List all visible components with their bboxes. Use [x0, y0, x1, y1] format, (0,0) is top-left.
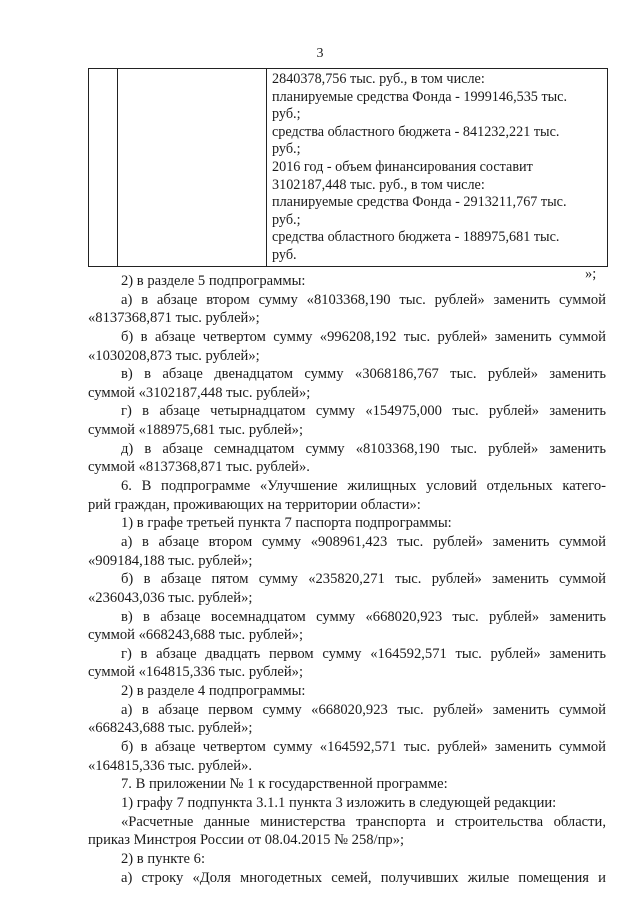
text-line: 1) графу 7 подпункта 3.1.1 пункта 3 изложить в следующей редакции:: [121, 794, 557, 811]
closing-quote-mark: »;: [585, 266, 597, 282]
table-text-line: планируемые средства Фонда - 2913211,767 тыс.: [272, 194, 567, 211]
text-line: в) в абзаце двенадцатом сумму «3068186,767 тыс. рублей» заменить: [121, 366, 606, 383]
table-cell-empty-2: [118, 69, 267, 267]
text-line: приказ Минстроя России от 08.04.2015 № 258/пр»;: [88, 832, 405, 849]
text-line: «Расчетные данные министерства транспорта и строительства области,: [121, 813, 606, 830]
text-line: рий граждан, проживающих на территории области»:: [88, 496, 421, 513]
table-text-line: средства областного бюджета - 188975,681 тыс.: [272, 229, 560, 246]
table-cell-empty-1: [89, 69, 118, 267]
table-text-line: руб.;: [272, 211, 301, 228]
text-line: суммой «668243,688 тыс. рублей»;: [88, 627, 304, 644]
text-line: в) в абзаце восемнадцатом сумму «668020,923 тыс. рублей» заменить: [121, 608, 606, 625]
text-line: 1) в графе третьей пункта 7 паспорта подпрограммы:: [121, 515, 452, 532]
text-line: б) в абзаце пятом сумму «235820,271 тыс. рублей» заменить суммой: [121, 571, 606, 588]
text-line: 6. В подпрограмме «Улучшение жилищных условий отдельных катего-: [121, 478, 606, 495]
text-line: б) в абзаце четвертом сумму «996208,192 тыс. рублей» заменить суммой: [121, 328, 606, 345]
text-line: «909184,188 тыс. рублей»;: [88, 552, 253, 569]
table-text-line: 2840378,756 тыс. руб., в том числе:: [272, 71, 485, 87]
text-line: суммой «3102187,448 тыс. рублей»;: [88, 384, 311, 401]
text-line: «8137368,871 тыс. рублей»;: [88, 310, 260, 327]
text-line: а) в абзаце втором сумму «908961,423 тыс. рублей» заменить суммой: [121, 533, 606, 550]
text-line: б) в абзаце четвертом сумму «164592,571 тыс. рублей» заменить суммой: [121, 739, 606, 756]
text-line: 7. В приложении № 1 к государственной программе:: [121, 776, 448, 793]
text-line: «1030208,873 тыс. рублей»;: [88, 347, 260, 364]
text-line: г) в абзаце четырнадцатом сумму «154975,000 тыс. рублей» заменить: [121, 403, 606, 420]
text-line: г) в абзаце двадцать первом сумму «164592,571 тыс. рублей» заменить: [121, 645, 606, 662]
table-text-line: руб.: [272, 246, 297, 263]
table-text-line: планируемые средства Фонда - 1999146,535 тыс.: [272, 88, 568, 105]
text-line: суммой «188975,681 тыс. рублей»;: [88, 422, 304, 439]
text-line: «668243,688 тыс. рублей»;: [88, 720, 253, 737]
page-number: 3: [316, 46, 324, 61]
table-text-line: средства областного бюджета - 841232,221 тыс.: [272, 123, 560, 140]
financing-table: [88, 68, 608, 267]
text-line: суммой «8137368,871 тыс. рублей».: [88, 459, 310, 476]
table-cell-financing-text: [267, 69, 608, 267]
text-line: 2) в пункте 6:: [121, 850, 206, 867]
table-text-line: 2016 год - объем финансирования составит: [272, 158, 533, 175]
text-line: д) в абзаце семнадцатом сумму «8103368,190 тыс. рублей» заменить: [121, 440, 606, 457]
table-row: [89, 69, 608, 267]
table-text-line: руб.;: [272, 141, 301, 158]
table-text-line: 3102187,448 тыс. руб., в том числе:: [272, 176, 485, 193]
text-line: а) в абзаце первом сумму «668020,923 тыс. рублей» заменить суммой: [121, 701, 606, 718]
text-line: а) строку «Доля многодетных семей, получивших жилые помещения и: [121, 869, 606, 886]
text-line: а) в абзаце втором сумму «8103368,190 тыс. рублей» заменить суммой: [121, 291, 606, 308]
text-line: 2) в разделе 4 подпрограммы:: [121, 683, 306, 700]
text-line: 2) в разделе 5 подпрограммы:: [121, 273, 306, 289]
document-body: [88, 272, 606, 887]
text-line: «236043,036 тыс. рублей»;: [88, 589, 253, 606]
text-line: «164815,336 тыс. рублей».: [88, 757, 253, 774]
table-text-line: руб.;: [272, 106, 301, 123]
text-line: суммой «164815,336 тыс. рублей»;: [88, 664, 304, 681]
